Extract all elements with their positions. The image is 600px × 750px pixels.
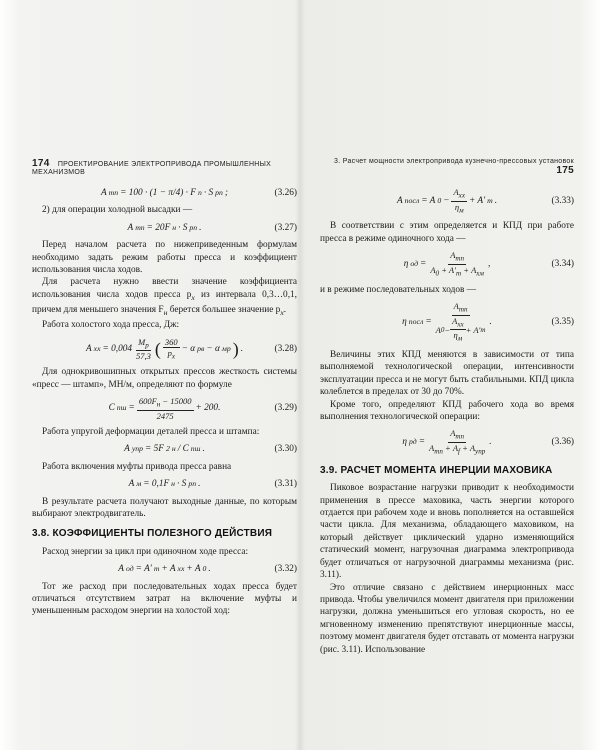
equation-number: (3.29)	[274, 403, 297, 414]
section-heading: 3.9. РАСЧЕТ МОМЕНТА ИНЕРЦИИ МАХОВИКА	[320, 464, 553, 476]
equation-number: (3.30)	[274, 444, 297, 455]
list-item: 2) для операции холодной высадки —	[42, 205, 193, 216]
paragraph: Работа упругой деформации деталей пресса и штампа:	[42, 426, 260, 437]
right-running-head	[320, 158, 574, 176]
paragraph: В результате расчета получают выходные данные, по которым выбирают электродвигатель.	[32, 496, 297, 519]
equation-3-26: A тп = 100 · (1 − π/4) · F п · S рп ; (3.26)	[100, 188, 297, 198]
equation-number: (3.31)	[274, 479, 297, 490]
paragraph: Расход энергии за цикл при одиночном ходе пресса:	[42, 546, 249, 557]
paragraph: Это отличие связано с действием инерционных масс привода. Чтобы увеличился момент двигателя при приложении нагрузки, должна уменьшиться его угловая скорость, но ее мгновенному изменению препятствуют инерционные массы, поэтому момент двигателя будет отставать от момента нагрузки (рис. 3.11). Использование	[320, 582, 574, 655]
equation-3-31: A м = 0,1F н · S рп . (3.31)	[128, 479, 297, 490]
equation-3-36: η рд = $\frac{A_{тп}}{A_{тп} + A_f + A_{упр}}$ . (3.36)	[402, 428, 574, 456]
paragraph: Для расчета нужно ввести значение коэффициента использования числа ходов пресса $p_x$ из интервала 0,3…0,1, причем для меньшего значения $F_н$ берется большее значение $p_x$.	[32, 277, 298, 317]
equation-number: (3.27)	[274, 222, 297, 233]
equation-3-33: A посл = A 0 − $\frac{A_{хх}}{\eta_м}$ + A′ т . (3.33)	[396, 187, 574, 215]
equation-number: (3.33)	[551, 195, 574, 206]
right-running-head-text: 3. Расчет мощности электропривода кузнечно-прессовых установок	[334, 158, 574, 165]
left-running-head	[32, 158, 297, 176]
paragraph: Перед началом расчета по нижеприведенным формулам необходимо задать режим работы пресса и коэффициент использования числа ходов.	[32, 240, 297, 276]
paragraph: и в режиме последовательных ходов —	[320, 284, 477, 295]
paragraph: Тот же расход при последовательных ходах пресса будет отличаться отсутствием затрат на включение муфты и уменьшенным расходом энергии на холостой ход:	[32, 581, 297, 617]
paragraph: Пиковое возрастание нагрузки приводит к необходимости применения в прессе маховика, часть энергии которого отдается при рабочем ходе и вновь пополняется на оставшейся части цикла. Для механизма, обладающего маховиком, на который действует циклический ударно изменяющийся статический момент, нагрузочная диаграмма электропривода будет отличаться от нагрузочной диаграммы механизма (рис. 3.11).	[320, 483, 574, 581]
equation-number: (3.32)	[274, 564, 297, 575]
paragraph: Работа холостого хода пресса, Дж:	[42, 320, 180, 331]
right-page-body	[320, 182, 574, 656]
equation-number: (3.28)	[274, 343, 297, 354]
paragraph: Кроме того, определяют КПД рабочего хода во время выполнения технологической операции:	[320, 399, 574, 423]
equation-number: (3.26)	[274, 188, 297, 198]
equation-3-27: A тп = 20F н · S рп . (3.27)	[127, 222, 297, 233]
left-page-number: 174	[32, 158, 50, 169]
equation-number: (3.36)	[551, 437, 574, 448]
equation-3-32: A од = A′ т + A хх + A 0 . (3.32)	[118, 564, 297, 575]
paragraph: Работа включения муфты привода пресса равна	[42, 461, 232, 472]
equation-3-34: η од = $\frac{A_{тп}}{A_0 + A'_т + A_{хм}}$ , (3.34)	[403, 250, 574, 278]
equation-number: (3.35)	[551, 317, 574, 328]
left-running-head-text: ПРОЕКТИРОВАНИЕ ЭЛЕКТРОПРИВОДА ПРОМЫШЛЕННЫХ МЕХАНИЗМОВ	[32, 161, 272, 176]
left-page-body	[32, 182, 297, 618]
paragraph: Величины этих КПД меняются в зависимости от типа выполняемой технологической операции, интенсивности эксплуатации пресса и не могут быть стабильными. КПД цикла колеблется в пределах от 30 до 70%.	[320, 350, 574, 398]
right-page-number: 175	[556, 165, 574, 176]
equation-3-30: A упр = 5F 2 н / C пш . (3.30)	[124, 444, 297, 455]
equation-number: (3.34)	[551, 259, 574, 270]
equation-3-29: C пш = $\frac{600F_н - 15000}{2475}$ + 200. (3.29)	[108, 396, 297, 421]
paragraph: В соответствии с этим определяется и КПД при работе пресса в режиме одиночного хода —	[320, 221, 574, 244]
section-heading: 3.8. КОЭФФИЦИЕНТЫ ПОЛЕЗНОГО ДЕЙСТВИЯ	[32, 528, 273, 540]
equation-3-35: η посл = $A_{тп}$ A 0 − $\frac{A_{хх}}{\eta_м}$ + A′ т . (3.35)	[402, 300, 574, 344]
paragraph: Для однокривошипных открытых прессов жесткость системы «пресс — штамп», МН/м, определяют по формуле	[32, 367, 297, 390]
equation-3-28: A хх = 0,004 $\frac{M_р}{57,3}$ ( $\frac{360}{p_x}$ − α рв − α мр ) . (3.28)	[85, 336, 297, 362]
